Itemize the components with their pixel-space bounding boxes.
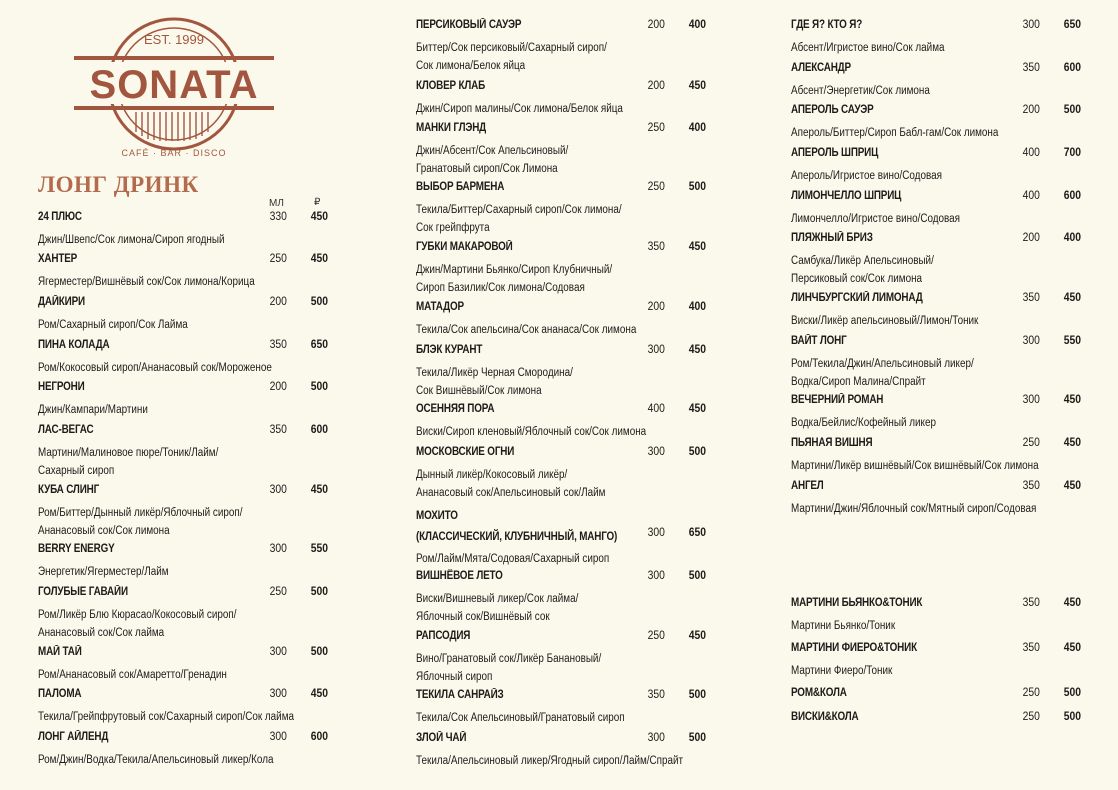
item-price: 450 bbox=[688, 403, 706, 415]
item-description: Ром/Сахарный сироп/Сок Лайма bbox=[38, 319, 188, 331]
item-description: Виски/Сироп кленовый/Яблочный сок/Сок лимона bbox=[416, 426, 647, 438]
menu-item bbox=[416, 122, 706, 178]
item-volume: 300 bbox=[647, 344, 665, 356]
item-name: 24 ПЛЮС bbox=[38, 211, 82, 223]
item-description: Текила/Биттер/Сахарный сироп/Сок лимона/ Сок грейпфрута bbox=[416, 204, 622, 234]
item-description: Ром/Ликёр Блю Кюрасао/Кокосовый сироп/ Ананасовый сок/Сок лайма bbox=[38, 609, 237, 639]
item-name: ТЕКИЛА САНРАЙЗ bbox=[416, 689, 504, 701]
item-volume: 200 bbox=[269, 296, 287, 308]
item-description: Биттер/Сок персиковый/Сахарный сироп/ Сок лимона/Белок яйца bbox=[416, 42, 607, 72]
item-name: ВИСКИ&КОЛА bbox=[791, 711, 859, 723]
menu-item bbox=[791, 62, 1081, 100]
brand-name: SONATA bbox=[89, 63, 259, 107]
item-description: Текила/Сок апельсина/Сок ананаса/Сок лимона bbox=[416, 324, 637, 336]
item-name: ЛИМОНЧЕЛЛО ШПРИЦ bbox=[791, 190, 902, 202]
item-price: 500 bbox=[688, 689, 706, 701]
item-volume: 350 bbox=[647, 689, 665, 701]
menu-item bbox=[416, 446, 706, 502]
menu-item bbox=[791, 232, 1081, 288]
item-price: 500 bbox=[310, 646, 328, 658]
item-volume: 300 bbox=[269, 646, 287, 658]
item-name: КУБА СЛИНГ bbox=[38, 484, 100, 496]
item-price: 400 bbox=[1063, 232, 1081, 244]
item-volume: 350 bbox=[1022, 597, 1040, 609]
menu-item bbox=[791, 335, 1081, 391]
item-description: Ром/Текила/Джин/Апельсиновый ликер/ Водка/Сироп Малина/Спрайт bbox=[791, 358, 974, 388]
item-name: ВИШНЁВОЕ ЛЕТО bbox=[416, 570, 503, 582]
menu-item bbox=[38, 646, 328, 684]
item-volume: 200 bbox=[1022, 104, 1040, 116]
item-name: BERRY ENERGY bbox=[38, 543, 115, 555]
item-volume: 350 bbox=[269, 424, 287, 436]
item-name: ВЕЧЕРНИЙ РОМАН bbox=[791, 394, 884, 406]
sonata-logo bbox=[74, 12, 274, 162]
item-description: Виски/Вишневый ликер/Сок лайма/ Яблочный сок/Вишнёвый сок bbox=[416, 593, 579, 623]
item-description: Джин/Абсент/Сок Апельсиновый/ Гранатовый сироп/Сок Лимона bbox=[416, 145, 569, 175]
item-name: БЛЭК КУРАНТ bbox=[416, 344, 483, 356]
item-volume: 400 bbox=[1022, 147, 1040, 159]
item-name: ГУБКИ МАКАРОВОЙ bbox=[416, 241, 513, 253]
item-price: 550 bbox=[1063, 335, 1081, 347]
item-price: 550 bbox=[310, 543, 328, 555]
item-name: ВЫБОР БАРМЕНА bbox=[416, 181, 505, 193]
menu-item bbox=[791, 394, 1081, 432]
item-price: 400 bbox=[688, 301, 706, 313]
item-name: АНГЕЛ bbox=[791, 480, 824, 492]
item-name: МОХИТО (КЛАССИЧЕСКИЙ, КЛУБНИЧНЫЙ, МАНГО) bbox=[416, 510, 618, 543]
item-price: 650 bbox=[310, 339, 328, 351]
item-name: ГДЕ Я? КТО Я? bbox=[791, 19, 863, 31]
menu-item bbox=[38, 339, 328, 377]
menu-item bbox=[38, 381, 328, 419]
item-description: Дынный ликёр/Кокосовый ликёр/ Ананасовый сок/Апельсиновый сок/Лайм bbox=[416, 469, 606, 499]
item-volume: 250 bbox=[1022, 711, 1040, 723]
item-name: МАТАДОР bbox=[416, 301, 464, 313]
item-volume: 300 bbox=[269, 731, 287, 743]
item-price: 600 bbox=[1063, 190, 1081, 202]
item-price: 500 bbox=[688, 181, 706, 193]
menu-item bbox=[791, 292, 1081, 330]
menu-item bbox=[791, 104, 1081, 142]
item-volume: 200 bbox=[647, 80, 665, 92]
item-volume: 200 bbox=[647, 301, 665, 313]
item-description: Самбука/Ликёр Апельсиновый/ Персиковый сок/Сок лимона bbox=[791, 255, 934, 285]
item-volume: 300 bbox=[647, 732, 665, 744]
item-description: Лимончелло/Игристое вино/Содовая bbox=[791, 213, 961, 225]
item-name: МАРТИНИ БЬЯНКО&ТОНИК bbox=[791, 597, 923, 609]
item-price: 400 bbox=[688, 19, 706, 31]
menu-item bbox=[38, 296, 328, 334]
item-name: ПИНА КОЛАДА bbox=[38, 339, 110, 351]
item-price: 600 bbox=[1063, 62, 1081, 74]
item-price: 450 bbox=[310, 211, 328, 223]
item-name: ЛИНЧБУРГСКИЙ ЛИМОНАД bbox=[791, 292, 923, 304]
item-volume: 200 bbox=[647, 19, 665, 31]
item-description: Джин/Мартини Бьянко/Сироп Клубничный/ Сироп Базилик/Сок лимона/Содовая bbox=[416, 264, 613, 294]
menu-item bbox=[416, 80, 706, 118]
item-price: 450 bbox=[1063, 394, 1081, 406]
menu-item bbox=[38, 543, 328, 581]
item-volume: 350 bbox=[647, 241, 665, 253]
item-price: 450 bbox=[1063, 292, 1081, 304]
item-name: АПЕРОЛЬ ШПРИЦ bbox=[791, 147, 879, 159]
item-name: МАРТИНИ ФИЕРО&ТОНИК bbox=[791, 642, 917, 654]
item-description: Апероль/Игристое вино/Содовая bbox=[791, 170, 942, 182]
menu-item bbox=[416, 19, 706, 75]
item-price: 450 bbox=[310, 484, 328, 496]
item-volume: 300 bbox=[269, 688, 287, 700]
menu-item bbox=[38, 424, 328, 480]
item-name: ЛОНГ АЙЛЕНД bbox=[38, 731, 109, 743]
item-volume: 250 bbox=[269, 586, 287, 598]
menu-item bbox=[416, 181, 706, 237]
item-name: ПЬЯНАЯ ВИШНЯ bbox=[791, 437, 873, 449]
item-name: ЛАС-ВЕГАС bbox=[38, 424, 94, 436]
item-description: Абсент/Энергетик/Сок лимона bbox=[791, 85, 930, 97]
item-price: 450 bbox=[688, 241, 706, 253]
item-volume: 350 bbox=[269, 339, 287, 351]
menu-item bbox=[416, 301, 706, 339]
item-volume: 250 bbox=[647, 122, 665, 134]
menu-item bbox=[416, 570, 706, 626]
brand-est: EST. 1999 bbox=[144, 32, 204, 47]
item-price: 450 bbox=[1063, 597, 1081, 609]
section-title: ЛОНГ ДРИНК bbox=[38, 172, 199, 197]
item-volume: 250 bbox=[647, 630, 665, 642]
item-volume: 200 bbox=[1022, 232, 1040, 244]
item-price: 600 bbox=[310, 424, 328, 436]
menu-item bbox=[38, 731, 328, 769]
item-volume: 300 bbox=[1022, 19, 1040, 31]
item-price: 500 bbox=[310, 586, 328, 598]
item-name: МАНКИ ГЛЭНД bbox=[416, 122, 487, 134]
menu-item bbox=[38, 688, 328, 726]
volume-header: МЛ bbox=[269, 198, 284, 209]
menu-item bbox=[791, 597, 1081, 635]
menu-item bbox=[791, 437, 1081, 475]
item-volume: 200 bbox=[269, 381, 287, 393]
item-name: МАЙ ТАЙ bbox=[38, 646, 82, 658]
item-volume: 350 bbox=[1022, 642, 1040, 654]
item-price: 500 bbox=[688, 570, 706, 582]
menu-item bbox=[791, 687, 1081, 703]
item-volume: 330 bbox=[269, 211, 287, 223]
item-name: ДАЙКИРИ bbox=[38, 296, 85, 308]
item-volume: 250 bbox=[647, 181, 665, 193]
menu-item bbox=[416, 630, 706, 686]
item-name: ЗЛОЙ ЧАЙ bbox=[416, 732, 467, 744]
item-description: Мартини/Малиновое пюре/Тоник/Лайм/ Сахарный сироп bbox=[38, 447, 219, 477]
item-price: 700 bbox=[1063, 147, 1081, 159]
item-name: ПЛЯЖНЫЙ БРИЗ bbox=[791, 232, 873, 244]
item-volume: 300 bbox=[647, 527, 665, 539]
item-description: Текила/Апельсиновый ликер/Ягодный сироп/Лайм/Спрайт bbox=[416, 755, 684, 767]
item-price: 450 bbox=[1063, 437, 1081, 449]
item-description: Джин/Сироп малины/Сок лимона/Белок яйца bbox=[416, 103, 623, 115]
item-description: Ром/Лайм/Мята/Содовая/Сахарный сироп bbox=[416, 553, 610, 565]
item-volume: 250 bbox=[1022, 437, 1040, 449]
item-price: 500 bbox=[688, 732, 706, 744]
menu-item bbox=[791, 19, 1081, 57]
item-price: 500 bbox=[1063, 104, 1081, 116]
item-price: 450 bbox=[688, 630, 706, 642]
brand-tagline: CAFÉ · BAR · DISCO bbox=[121, 148, 227, 158]
menu-item bbox=[416, 403, 706, 441]
item-description: Джин/Кампари/Мартини bbox=[38, 404, 148, 416]
item-description: Мартини Фиеро/Тоник bbox=[791, 665, 893, 677]
menu-item bbox=[791, 190, 1081, 228]
item-name: КЛОВЕР КЛАБ bbox=[416, 80, 486, 92]
item-volume: 350 bbox=[1022, 62, 1040, 74]
item-description: Абсент/Игристое вино/Сок лайма bbox=[791, 42, 945, 54]
item-price: 450 bbox=[1063, 642, 1081, 654]
item-description: Ром/Ананасовый сок/Амаретто/Гренадин bbox=[38, 669, 227, 681]
menu-item bbox=[416, 344, 706, 400]
item-volume: 400 bbox=[647, 403, 665, 415]
menu-item bbox=[38, 253, 328, 291]
item-volume: 300 bbox=[647, 570, 665, 582]
item-volume: 400 bbox=[1022, 190, 1040, 202]
item-name: ВАЙТ ЛОНГ bbox=[791, 335, 847, 347]
item-name: РАПСОДИЯ bbox=[416, 630, 471, 642]
menu-item bbox=[791, 147, 1081, 185]
item-price: 500 bbox=[310, 296, 328, 308]
item-description: Вино/Гранатовый сок/Ликёр Банановый/ Яблочный сироп bbox=[416, 653, 602, 683]
item-volume: 250 bbox=[1022, 687, 1040, 699]
item-volume: 300 bbox=[269, 543, 287, 555]
item-price: 450 bbox=[310, 253, 328, 265]
item-description: Ром/Биттер/Дынный ликёр/Яблочный сироп/ Ананасовый сок/Сок лимона bbox=[38, 507, 243, 537]
item-description: Виски/Ликёр апельсиновый/Лимон/Тоник bbox=[791, 315, 979, 327]
item-name: ХАНТЕР bbox=[38, 253, 78, 265]
item-price: 450 bbox=[1063, 480, 1081, 492]
item-name: АЛЕКСАНДР bbox=[791, 62, 851, 74]
item-description: Текила/Сок Апельсиновый/Гранатовый сироп bbox=[416, 712, 625, 724]
item-description: Мартини/Ликёр вишнёвый/Сок вишнёвый/Сок лимона bbox=[791, 460, 1039, 472]
menu-item bbox=[416, 689, 706, 727]
item-price: 650 bbox=[688, 527, 706, 539]
item-description: Ягерместер/Вишнёвый сок/Сок лимона/Корица bbox=[38, 276, 255, 288]
item-price: 450 bbox=[310, 688, 328, 700]
item-volume: 300 bbox=[269, 484, 287, 496]
item-name: ГОЛУБЫЕ ГАВАЙИ bbox=[38, 586, 128, 598]
menu-item bbox=[791, 480, 1081, 518]
menu-item bbox=[38, 211, 328, 249]
menu-item bbox=[791, 642, 1081, 680]
item-description: Текила/Грейпфрутовый сок/Сахарный сироп/Сок лайма bbox=[38, 711, 295, 723]
item-price: 400 bbox=[688, 122, 706, 134]
item-name: АПЕРОЛЬ САУЭР bbox=[791, 104, 874, 116]
item-price: 450 bbox=[688, 344, 706, 356]
item-volume: 250 bbox=[269, 253, 287, 265]
item-description: Джин/Швепс/Сок лимона/Сироп ягодный bbox=[38, 234, 225, 246]
item-name: НЕГРОНИ bbox=[38, 381, 85, 393]
item-volume: 350 bbox=[1022, 480, 1040, 492]
item-name: МОСКОВСКИЕ ОГНИ bbox=[416, 446, 515, 458]
menu-item bbox=[416, 241, 706, 297]
menu-item bbox=[416, 506, 706, 568]
item-volume: 300 bbox=[1022, 394, 1040, 406]
item-price: 500 bbox=[1063, 687, 1081, 699]
price-header: ₽ bbox=[314, 197, 321, 208]
item-description: Мартини Бьянко/Тоник bbox=[791, 620, 896, 632]
menu-item bbox=[416, 732, 706, 770]
item-price: 650 bbox=[1063, 19, 1081, 31]
item-description: Мартини/Джин/Яблочный сок/Мятный сироп/Содовая bbox=[791, 503, 1037, 515]
item-volume: 300 bbox=[1022, 335, 1040, 347]
item-name: ПЕРСИКОВЫЙ САУЭР bbox=[416, 19, 522, 31]
item-description: Водка/Бейлис/Кофейный ликер bbox=[791, 417, 936, 429]
menu-item bbox=[791, 711, 1081, 727]
item-price: 600 bbox=[310, 731, 328, 743]
item-description: Ром/Джин/Водка/Текила/Апельсиновый ликер/Кола bbox=[38, 754, 274, 766]
item-price: 450 bbox=[688, 80, 706, 92]
item-description: Текила/Ликёр Черная Смородина/ Сок Вишнёвый/Сок лимона bbox=[416, 367, 573, 397]
menu-item bbox=[38, 586, 328, 642]
item-name: ОСЕННЯЯ ПОРА bbox=[416, 403, 495, 415]
item-description: Ром/Кокосовый сироп/Ананасовый сок/Мороженое bbox=[38, 362, 272, 374]
item-price: 500 bbox=[1063, 711, 1081, 723]
item-volume: 300 bbox=[647, 446, 665, 458]
item-volume: 350 bbox=[1022, 292, 1040, 304]
item-description: Апероль/Биттер/Сироп Бабл-гам/Сок лимона bbox=[791, 127, 999, 139]
item-price: 500 bbox=[688, 446, 706, 458]
item-description: Энергетик/Ягерместер/Лайм bbox=[38, 566, 169, 578]
item-name: ПАЛОМА bbox=[38, 688, 82, 700]
item-price: 500 bbox=[310, 381, 328, 393]
item-name: РОМ&КОЛА bbox=[791, 687, 847, 699]
menu-item bbox=[38, 484, 328, 540]
